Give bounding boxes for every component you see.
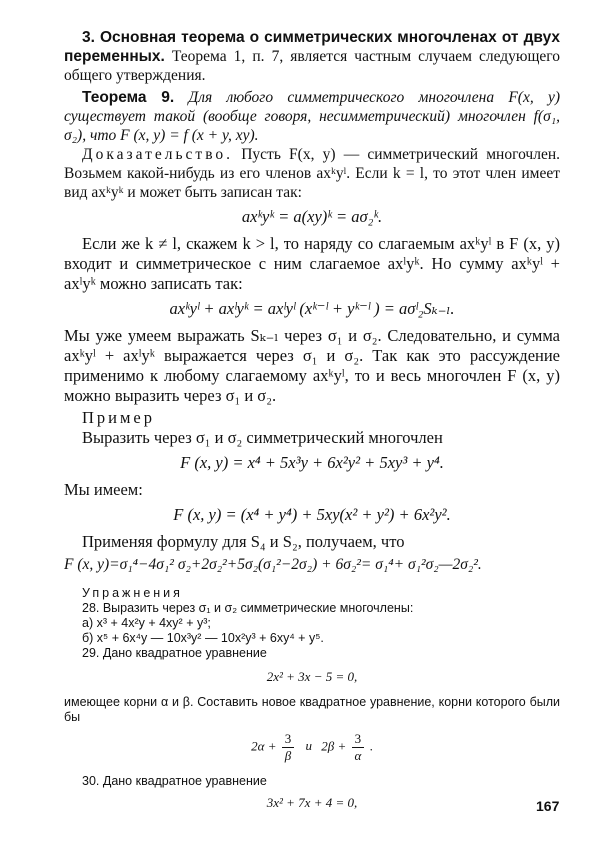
proof-text-1: Пусть F(x, y) — симметрический многочлен. Возьмем какой-нибудь из его членов axᵏyˡ. Если k = l, то этот член имеет вид axᵏyᵏ и может быть записан так: — [64, 146, 561, 201]
frac-right-term: 2β + — [321, 738, 347, 754]
fraction-denominator: β — [284, 748, 292, 763]
fraction-numerator: 3 — [352, 731, 365, 748]
example-we-have: Мы имеем: — [64, 480, 143, 499]
exercises-heading: Упражнения — [82, 586, 183, 600]
example-applying: Применяя формулу для S₄ и S₂, получаем, что — [82, 532, 405, 551]
proof-paragraph-2: Если же k ≠ l, скажем k > l, то наряду со слагаемым axᵏyˡ в F (x, y) входит и симметрическое с ним слагаемое axˡyᵏ. Но сумму axᵏyˡ + axˡyᵏ можно записать так: — [64, 234, 560, 293]
section-3-paragraph — [64, 28, 560, 85]
exercise-28b: б) x⁵ + 6x⁴y — 10x³y² — 10x²y³ + 6xy⁴ + y⁵. — [82, 631, 324, 645]
proof-paragraph-3: Мы уже умеем выражать Sₖ₋ₗ через σ₁ и σ₂. Следовательно, и сумма axᵏyˡ + axˡyᵏ выражается через σ₁ и σ₂. Так как это рассуждение применимо к любому слагаемому axᵏyˡ, то и весь многочлен F (x, y) можно выразить через σ₁ и σ₂. — [64, 326, 560, 405]
theorem-9-text: Для любого симметрического многочлена F(x, y) существует такой (вообще говоря, несимметрический) многочлен f(σ₁, σ₂), что F (x, y) = f (x + y, xy). — [64, 89, 560, 144]
exercise-29-text: имеющее корни α и β. Составить новое квадратное уравнение, корни которого были бы — [64, 695, 560, 724]
theorem-9 — [64, 88, 560, 145]
exercise-30-equation: 3x² + 7x + 4 = 0, — [266, 795, 358, 810]
example-equation-1: F (x, y) = x⁴ + 5x³y + 6x²y² + 5xy³ + y⁴. — [180, 453, 444, 472]
section-3-text: Теорема 1, п. 7, является частным случаем следующего общего утверждения. — [64, 48, 561, 84]
equation-2: axᵏyˡ + axˡyᵏ = axˡyˡ (xᵏ⁻ˡ + yᵏ⁻ˡ ) = aσˡ₂Sₖ₋ₗ. — [169, 299, 455, 318]
page-number: 167 — [536, 798, 560, 814]
fraction-3-over-alpha — [352, 731, 365, 764]
exercise-29-fractions — [64, 731, 560, 764]
frac-left-term: 2α + — [251, 738, 277, 754]
exercise-29: 29. Дано квадратное уравнение — [82, 646, 267, 660]
exercise-30: 30. Дано квадратное уравнение — [82, 774, 267, 788]
page-content — [64, 28, 560, 817]
frac-end: . — [369, 738, 373, 754]
example-equation-3: F (x, y)=σ₁⁴−4σ₁² σ₂+2σ₂²+5σ₂(σ₁²−2σ₂) + 6σ₂²= σ₁⁴+ σ₁²σ₂—2σ₂². — [64, 556, 482, 573]
equation-1: axᵏyᵏ = a(xy)ᵏ = aσ₂ᵏ. — [241, 207, 383, 226]
exercise-28a: а) x³ + 4x²y + 4xy² + y³; — [82, 616, 211, 630]
proof-paragraph-1 — [64, 145, 560, 202]
example-task: Выразить через σ₁ и σ₂ симметрический многочлен — [82, 428, 443, 447]
section-3-heading: 3. Основная теорема о симметрических многочленах от двух переменных. — [64, 29, 560, 65]
frac-conjunction: и — [305, 738, 313, 754]
proof-label: Доказательство. — [82, 146, 234, 163]
fraction-numerator: 3 — [282, 731, 295, 748]
exercise-28: 28. Выразить через σ₁ и σ₂ симметрические многочлены: — [82, 601, 414, 615]
example-equation-2: F (x, y) = (x⁴ + y⁴) + 5xy(x² + y²) + 6x²y². — [173, 505, 451, 524]
fraction-3-over-beta — [282, 731, 295, 764]
example-label: Пример — [82, 408, 156, 427]
theorem-9-label: Теорема 9. — [82, 89, 175, 106]
exercise-29-equation: 2x² + 3x − 5 = 0, — [266, 669, 358, 684]
fraction-denominator: α — [354, 748, 362, 763]
